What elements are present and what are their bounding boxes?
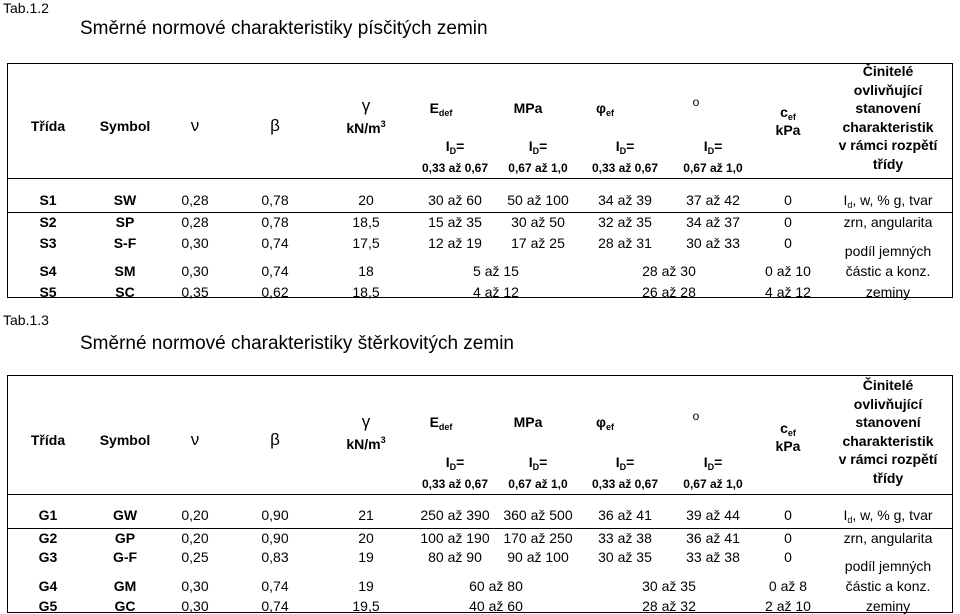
gamma-unit: kN/m [346, 120, 381, 136]
factors-line: charakteristik [842, 118, 934, 135]
cell-phi-1: 28 až 31 [598, 235, 652, 251]
id-sub: D [532, 146, 540, 156]
cef-sub: ef [787, 112, 796, 122]
cell-cef: 0 [784, 507, 792, 523]
table-title: Směrné normové charakteristiky písčitých zemin [80, 18, 488, 39]
id-label: I [528, 454, 533, 470]
header-gamma-unit [306, 432, 426, 452]
header-id-range-2: 0,67 až 1,0 [508, 161, 568, 175]
cell-beta: 0,90 [261, 507, 289, 523]
cell-symbol: SC [115, 284, 135, 300]
table-number: Tab.1.2 [3, 0, 49, 16]
cell-phi-1: 33 až 38 [598, 530, 652, 546]
cell-symbol: GM [113, 578, 137, 594]
header-mpa: MPa [513, 100, 543, 116]
note-soils: zeminy [865, 284, 911, 300]
cell-edef-2: 360 až 500 [503, 507, 573, 523]
header-kpa: kPa [775, 438, 801, 454]
cef-symbol: c [780, 104, 788, 120]
cell-nu: 0,30 [181, 235, 209, 251]
cell-trida: G5 [38, 598, 58, 614]
factors-line: stanovení [855, 414, 921, 430]
id-sub: D [449, 462, 457, 472]
header-nu: ν [190, 430, 200, 449]
cell-trida: S4 [39, 263, 57, 279]
note-id-sub: d [847, 200, 853, 210]
header-id-range-1: 0,33 až 0,67 [421, 161, 489, 175]
cell-nu: 0,35 [181, 284, 209, 300]
row-divider [8, 212, 952, 213]
id-eq: = [539, 454, 548, 470]
id-label: I [615, 138, 620, 154]
note-particles: částic a konz. [845, 578, 931, 594]
id-sub: D [619, 462, 627, 472]
gamma-unit-exp: 3 [380, 435, 386, 445]
cell-gamma: 19 [358, 549, 374, 565]
cell-beta: 0,74 [261, 598, 289, 614]
id-label: I [445, 454, 450, 470]
header-id-range-1: 0,33 až 0,67 [421, 477, 489, 491]
cell-phi-1: 34 až 39 [598, 192, 652, 208]
id-eq: = [626, 454, 635, 470]
cell-gamma: 21 [358, 507, 374, 523]
phi-sub: ef [606, 108, 615, 118]
cell-edef: 4 až 12 [473, 284, 519, 300]
cell-phi: 28 až 32 [642, 598, 696, 614]
cell-edef: 60 až 80 [469, 578, 523, 594]
cell-beta: 0,83 [261, 549, 289, 565]
cell-phi-2: 34 až 37 [686, 214, 740, 230]
note-factors-1 [813, 192, 960, 213]
cell-edef: 5 až 15 [473, 263, 519, 279]
cell-nu: 0,30 [181, 598, 209, 614]
cell-edef-1: 15 až 35 [428, 214, 482, 230]
factors-line: v rámci rozpětí [838, 451, 938, 467]
table-number: Tab.1.3 [3, 312, 49, 328]
header-beta: β [270, 430, 280, 449]
cell-phi-2: 39 až 44 [686, 507, 740, 523]
note-id-sub: d [847, 515, 853, 525]
cell-nu: 0,20 [181, 530, 209, 546]
gamma-unit: kN/m [346, 436, 381, 452]
factors-line: ovlivňující [853, 395, 923, 412]
cell-symbol: GW [112, 507, 138, 523]
characteristics-table [7, 63, 953, 298]
cell-beta: 0,78 [261, 192, 289, 208]
header-id-range-4: 0,67 až 1,0 [683, 161, 743, 175]
id-eq: = [539, 138, 548, 154]
factors-line: třídy [872, 155, 904, 172]
header-kpa: kPa [775, 122, 801, 138]
factors-line: charakteristik [842, 432, 934, 449]
phi-symbol: φ [595, 414, 606, 430]
factors-line: stanovení [855, 100, 921, 116]
cell-phi-2: 30 až 33 [686, 235, 740, 251]
header-id-4 [653, 454, 773, 475]
header-edef [411, 414, 471, 435]
header-symbol: Symbol [99, 118, 151, 134]
phi-sub: ef [606, 422, 615, 432]
cef-sub: ef [787, 428, 796, 438]
cell-edef-2: 50 až 100 [507, 192, 569, 208]
cell-gamma: 17,5 [352, 235, 380, 251]
id-label: I [703, 138, 708, 154]
cell-symbol: G-F [112, 549, 138, 565]
cell-symbol: SM [114, 263, 136, 279]
header-symbol: Symbol [99, 432, 151, 448]
cell-cef: 4 až 12 [765, 284, 811, 300]
cell-edef-1: 80 až 90 [428, 549, 482, 565]
header-beta: β [270, 116, 280, 135]
header-id-range-3: 0,33 až 0,67 [591, 161, 659, 175]
header-gamma-unit [306, 116, 426, 136]
cell-gamma: 20 [358, 530, 374, 546]
header-divider [8, 178, 952, 179]
phi-symbol: φ [595, 100, 606, 116]
cell-trida: G2 [38, 530, 58, 546]
cell-gamma: 18 [358, 263, 374, 279]
cell-gamma: 19 [358, 578, 374, 594]
cell-nu: 0,30 [181, 578, 209, 594]
cell-cef: 0 [784, 192, 792, 208]
header-phi [575, 414, 635, 435]
cell-phi-2: 37 až 42 [686, 192, 740, 208]
cell-symbol: GC [114, 598, 136, 614]
id-eq: = [626, 138, 635, 154]
cell-phi: 26 až 28 [642, 284, 696, 300]
header-id-range-2: 0,67 až 1,0 [508, 477, 568, 491]
note-grain: zrn, angularita [843, 214, 933, 230]
row-divider [8, 528, 952, 529]
id-sub: D [449, 146, 457, 156]
id-eq: = [714, 138, 723, 154]
cell-cef: 2 až 10 [765, 598, 811, 614]
cell-trida: G3 [38, 549, 58, 565]
cell-edef-2: 17 až 25 [511, 235, 565, 251]
id-sub: D [707, 146, 715, 156]
cell-beta: 0,74 [261, 235, 289, 251]
cell-nu: 0,30 [181, 263, 209, 279]
header-trida: Třída [30, 432, 66, 448]
factors-line: v rámci rozpětí [838, 137, 938, 153]
cell-edef-2: 90 až 100 [507, 549, 569, 565]
factors-line: ovlivňující [853, 81, 923, 98]
factors-line: Činitelé [862, 63, 914, 79]
header-degree: o [692, 95, 700, 109]
note-grain: zrn, angularita [843, 530, 933, 546]
cell-edef-1: 250 až 390 [420, 507, 490, 523]
cell-nu: 0,20 [181, 507, 209, 523]
header-nu: ν [190, 116, 200, 135]
cell-gamma: 18,5 [352, 284, 380, 300]
header-gamma: γ [361, 96, 371, 115]
header-factors [818, 62, 958, 173]
cell-nu: 0,25 [181, 549, 209, 565]
note-soils: zeminy [865, 598, 911, 614]
note-particles: částic a konz. [845, 263, 931, 279]
cell-edef-2: 30 až 50 [511, 214, 565, 230]
cell-cef: 0 až 10 [765, 263, 811, 279]
cell-trida: G1 [38, 507, 58, 523]
cell-symbol: SW [113, 192, 137, 208]
header-divider [8, 494, 952, 495]
characteristics-table [7, 375, 953, 613]
id-label: I [703, 454, 708, 470]
cell-trida: S2 [39, 214, 57, 230]
cell-phi-1: 32 až 35 [598, 214, 652, 230]
id-sub: D [532, 462, 540, 472]
note-id: I [843, 192, 848, 208]
cell-symbol: SP [115, 214, 135, 230]
id-sub: D [707, 462, 715, 472]
edef-sub: def [438, 422, 453, 432]
cell-phi: 30 až 35 [642, 578, 696, 594]
id-eq: = [456, 454, 465, 470]
id-label: I [528, 138, 533, 154]
header-id-range-4: 0,67 až 1,0 [683, 477, 743, 491]
cell-cef: 0 až 8 [768, 578, 808, 594]
note-rest: , w, % g, tvar [852, 192, 933, 208]
header-trida: Třída [30, 118, 66, 134]
cell-phi-1: 36 až 41 [598, 507, 652, 523]
note-fines: podíl jemných [844, 243, 932, 259]
cell-trida: S1 [39, 192, 57, 208]
cell-cef: 0 [784, 549, 792, 565]
id-eq: = [456, 138, 465, 154]
cell-phi: 28 až 30 [642, 263, 696, 279]
factors-line: Činitelé [862, 377, 914, 393]
cell-gamma: 19,5 [352, 598, 380, 614]
edef-symbol: E [429, 100, 439, 116]
cell-phi-1: 30 až 35 [598, 549, 652, 565]
cell-gamma: 18,5 [352, 214, 380, 230]
cell-beta: 0,78 [261, 214, 289, 230]
note-id: I [843, 507, 848, 523]
cell-trida: S5 [39, 284, 57, 300]
cell-edef-1: 12 až 19 [428, 235, 482, 251]
id-eq: = [714, 454, 723, 470]
cell-phi-2: 33 až 38 [686, 549, 740, 565]
cell-beta: 0,90 [261, 530, 289, 546]
id-label: I [615, 454, 620, 470]
header-edef [411, 100, 471, 121]
edef-symbol: E [429, 414, 439, 430]
edef-sub: def [438, 108, 453, 118]
cef-symbol: c [780, 420, 788, 436]
cell-beta: 0,74 [261, 263, 289, 279]
cell-trida: G4 [38, 578, 58, 594]
cell-edef: 40 až 60 [469, 598, 523, 614]
factors-line: třídy [872, 469, 904, 486]
header-degree: o [692, 409, 700, 423]
header-mpa: MPa [513, 414, 543, 430]
cell-cef: 0 [784, 530, 792, 546]
cell-nu: 0,28 [181, 192, 209, 208]
cell-phi-2: 36 až 41 [686, 530, 740, 546]
note-fines: podíl jemných [844, 558, 932, 574]
table-title: Směrné normové charakteristiky štěrkovitých zemin [80, 333, 514, 354]
cell-gamma: 20 [358, 192, 374, 208]
cell-symbol: GP [114, 530, 136, 546]
cell-trida: S3 [39, 235, 57, 251]
header-phi [575, 100, 635, 121]
cell-edef-2: 170 až 250 [503, 530, 573, 546]
cell-edef-1: 100 až 190 [420, 530, 490, 546]
cell-cef: 0 [784, 214, 792, 230]
id-label: I [445, 138, 450, 154]
header-id-range-3: 0,33 až 0,67 [591, 477, 659, 491]
note-rest: , w, % g, tvar [852, 507, 933, 523]
header-id-4 [653, 138, 773, 159]
cell-cef: 0 [784, 235, 792, 251]
cell-beta: 0,62 [261, 284, 289, 300]
cell-nu: 0,28 [181, 214, 209, 230]
header-factors [818, 376, 958, 487]
cell-edef-1: 30 až 60 [428, 192, 482, 208]
cell-symbol: S-F [113, 235, 137, 251]
header-gamma: γ [361, 412, 371, 431]
note-factors-1 [813, 507, 960, 528]
cell-beta: 0,74 [261, 578, 289, 594]
id-sub: D [619, 146, 627, 156]
gamma-unit-exp: 3 [380, 119, 386, 129]
